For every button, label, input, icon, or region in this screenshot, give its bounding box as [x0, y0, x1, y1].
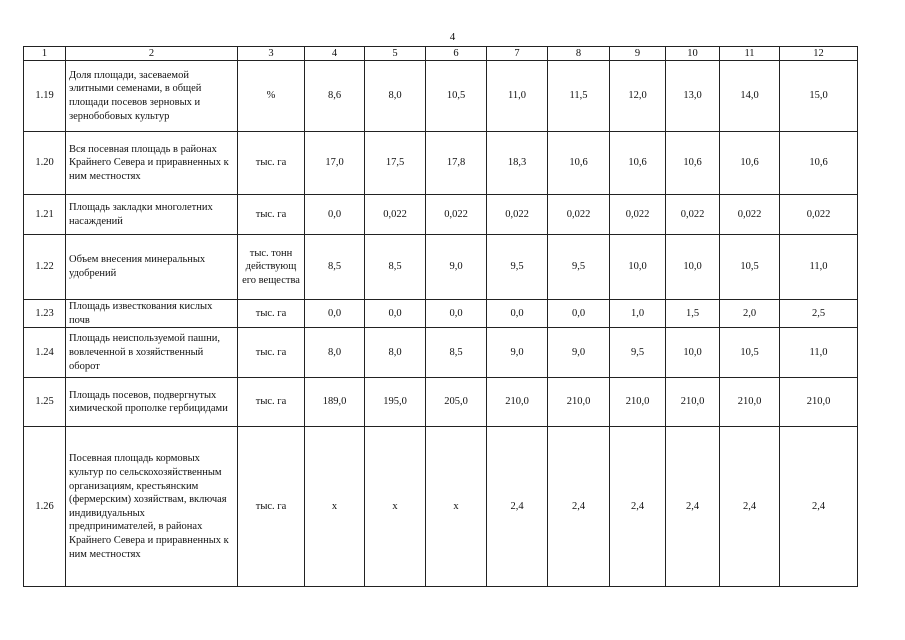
value-cell: 0,0: [305, 195, 365, 235]
value-cell: 11,0: [780, 328, 858, 378]
column-header: 6: [426, 47, 487, 61]
indicator-name-cell: Посевная площадь кормовых культур по сельскохозяйственным организациям, крестьянским (фермерским) хозяйствам, включая индивидуальных предпринимателей, в районах Крайнего Севера и приравненных к ним местностях: [66, 427, 238, 587]
value-cell: 2,4: [780, 427, 858, 587]
value-cell: 0,022: [610, 195, 666, 235]
value-cell: 205,0: [426, 378, 487, 427]
value-cell: 8,0: [365, 61, 426, 132]
value-cell: 0,0: [548, 300, 610, 328]
column-header: 7: [487, 47, 548, 61]
value-cell: 1,0: [610, 300, 666, 328]
indicator-name-cell: Доля площади, засеваемой элитными семенами, в общей площади посевов зерновых и зернобобовых культур: [66, 61, 238, 132]
value-cell: 0,022: [487, 195, 548, 235]
value-cell: 195,0: [365, 378, 426, 427]
column-header: 9: [610, 47, 666, 61]
table-row: [24, 378, 858, 427]
value-cell: 2,4: [610, 427, 666, 587]
value-cell: x: [305, 427, 365, 587]
value-cell: 8,5: [305, 235, 365, 300]
value-cell: 8,5: [365, 235, 426, 300]
value-cell: 210,0: [548, 378, 610, 427]
column-header: 3: [238, 47, 305, 61]
value-cell: 189,0: [305, 378, 365, 427]
indicator-table: [23, 46, 858, 587]
value-cell: 8,5: [426, 328, 487, 378]
value-cell: 0,0: [487, 300, 548, 328]
column-header: 12: [780, 47, 858, 61]
unit-cell: тыс. га: [238, 328, 305, 378]
page-number: 4: [449, 31, 456, 43]
value-cell: 11,0: [487, 61, 548, 132]
value-cell: 2,4: [720, 427, 780, 587]
value-cell: 10,0: [666, 328, 720, 378]
value-cell: 11,5: [548, 61, 610, 132]
row-number-cell: 1.22: [24, 235, 66, 300]
table-row: [24, 427, 858, 587]
unit-cell: тыс. га: [238, 378, 305, 427]
value-cell: 0,0: [305, 300, 365, 328]
indicator-name-cell: Площадь неиспользуемой пашни, вовлеченной в хозяйственный оборот: [66, 328, 238, 378]
value-cell: 10,5: [720, 235, 780, 300]
value-cell: 10,6: [720, 132, 780, 195]
value-cell: 17,0: [305, 132, 365, 195]
value-cell: 0,022: [720, 195, 780, 235]
column-header: 5: [365, 47, 426, 61]
unit-cell: тыс. га: [238, 427, 305, 587]
column-header: 4: [305, 47, 365, 61]
header-row: [24, 47, 858, 61]
unit-cell: тыс. га: [238, 132, 305, 195]
value-cell: 10,0: [610, 235, 666, 300]
value-cell: 12,0: [610, 61, 666, 132]
column-header: 2: [66, 47, 238, 61]
value-cell: 10,6: [666, 132, 720, 195]
value-cell: 8,0: [305, 328, 365, 378]
value-cell: 1,5: [666, 300, 720, 328]
value-cell: 10,6: [610, 132, 666, 195]
unit-cell: тыс. га: [238, 300, 305, 328]
table-row: [24, 300, 858, 328]
value-cell: 2,4: [666, 427, 720, 587]
value-cell: 10,5: [426, 61, 487, 132]
value-cell: 9,5: [610, 328, 666, 378]
value-cell: 11,0: [780, 235, 858, 300]
table-row: [24, 61, 858, 132]
value-cell: 210,0: [780, 378, 858, 427]
row-number-cell: 1.25: [24, 378, 66, 427]
column-header: 8: [548, 47, 610, 61]
column-header: 10: [666, 47, 720, 61]
value-cell: 18,3: [487, 132, 548, 195]
indicator-name-cell: Вся посевная площадь в районах Крайнего Севера и приравненных к ним местностях: [66, 132, 238, 195]
indicator-name-cell: Площадь закладки многолетних насаждений: [66, 195, 238, 235]
value-cell: 210,0: [610, 378, 666, 427]
value-cell: x: [365, 427, 426, 587]
value-cell: 17,5: [365, 132, 426, 195]
table-row: [24, 235, 858, 300]
value-cell: 2,0: [720, 300, 780, 328]
value-cell: 210,0: [487, 378, 548, 427]
column-header: 11: [720, 47, 780, 61]
value-cell: 0,0: [426, 300, 487, 328]
row-number-cell: 1.20: [24, 132, 66, 195]
table-row: [24, 328, 858, 378]
table-row: [24, 195, 858, 235]
value-cell: 17,8: [426, 132, 487, 195]
value-cell: 210,0: [666, 378, 720, 427]
value-cell: 9,0: [426, 235, 487, 300]
indicator-name-cell: Площадь посевов, подвергнутых химической прополке гербицидами: [66, 378, 238, 427]
indicator-name-cell: Площадь известкования кислых почв: [66, 300, 238, 328]
value-cell: 9,0: [487, 328, 548, 378]
value-cell: 2,4: [548, 427, 610, 587]
value-cell: 210,0: [720, 378, 780, 427]
row-number-cell: 1.23: [24, 300, 66, 328]
value-cell: 8,6: [305, 61, 365, 132]
table-row: [24, 132, 858, 195]
value-cell: 9,5: [548, 235, 610, 300]
value-cell: 9,5: [487, 235, 548, 300]
column-header: 1: [24, 47, 66, 61]
value-cell: 0,022: [365, 195, 426, 235]
value-cell: x: [426, 427, 487, 587]
value-cell: 10,0: [666, 235, 720, 300]
value-cell: 10,5: [720, 328, 780, 378]
value-cell: 14,0: [720, 61, 780, 132]
value-cell: 15,0: [780, 61, 858, 132]
value-cell: 2,5: [780, 300, 858, 328]
value-cell: 2,4: [487, 427, 548, 587]
unit-cell: %: [238, 61, 305, 132]
value-cell: 9,0: [548, 328, 610, 378]
value-cell: 13,0: [666, 61, 720, 132]
value-cell: 0,0: [365, 300, 426, 328]
row-number-cell: 1.19: [24, 61, 66, 132]
value-cell: 10,6: [780, 132, 858, 195]
value-cell: 8,0: [365, 328, 426, 378]
row-number-cell: 1.26: [24, 427, 66, 587]
value-cell: 0,022: [548, 195, 610, 235]
row-number-cell: 1.24: [24, 328, 66, 378]
unit-cell: тыс. га: [238, 195, 305, 235]
value-cell: 0,022: [666, 195, 720, 235]
value-cell: 0,022: [426, 195, 487, 235]
unit-cell: тыс. тонн действующ его вещества: [238, 235, 305, 300]
indicator-name-cell: Объем внесения минеральных удобрений: [66, 235, 238, 300]
row-number-cell: 1.21: [24, 195, 66, 235]
value-cell: 10,6: [548, 132, 610, 195]
value-cell: 0,022: [780, 195, 858, 235]
